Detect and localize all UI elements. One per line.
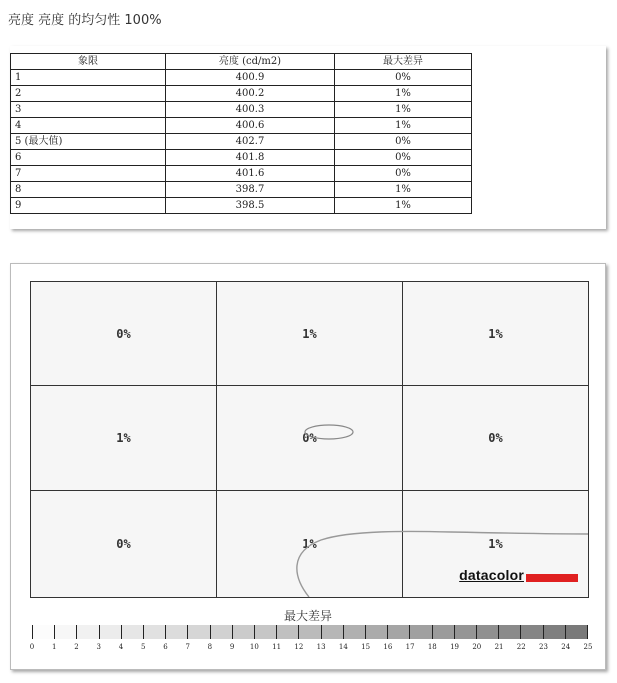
scale-tick-label: 20: [472, 643, 482, 651]
difference-cell: 1%: [335, 86, 472, 102]
grid-cell: 1%: [31, 386, 217, 491]
scale-segment: [321, 625, 343, 639]
uniformity-table-card: [10, 46, 606, 229]
grid-cell: 1%: [217, 491, 403, 597]
difference-cell: 1%: [335, 118, 472, 134]
scale-tick-label: 25: [583, 643, 593, 651]
scale-segment: [54, 625, 76, 639]
scale-segment: [121, 625, 143, 639]
scale-tick-label: 13: [316, 643, 326, 651]
scale-tick-label: 8: [207, 643, 213, 651]
grid-cell: 0%: [31, 282, 217, 386]
grid-cell: 1%: [488, 537, 503, 551]
scale-tick-label: 10: [249, 643, 259, 651]
table-row: [11, 70, 472, 86]
scale-tick-label: 16: [383, 643, 393, 651]
luminance-cell: 401.6: [166, 166, 335, 182]
scale-tick-label: 7: [185, 643, 190, 651]
scale-tick-label: 21: [494, 643, 504, 651]
scale-segment: [232, 625, 254, 639]
scale-tick-label: 0: [29, 643, 35, 651]
scale-tick-label: 5: [140, 643, 146, 651]
scale-segment: [76, 625, 98, 639]
table-row: [11, 118, 472, 134]
scale-tick-label: 22: [516, 643, 526, 651]
luminance-cell: 401.8: [166, 150, 335, 166]
scale-segment: [143, 625, 165, 639]
luminance-cell: 400.2: [166, 86, 335, 102]
scale-tick-label: 4: [118, 643, 124, 651]
quadrant-cell: 5 (最大值): [11, 134, 166, 150]
luminance-cell: 398.5: [166, 198, 335, 214]
scale-tick-label: 12: [294, 643, 304, 651]
grid-cell: 1%: [403, 282, 588, 386]
table-row: [11, 150, 472, 166]
quadrant-cell: 8: [11, 182, 166, 198]
contour-ellipse: [305, 425, 353, 439]
table-row: [11, 182, 472, 198]
scale-tick-label: 2: [74, 643, 79, 651]
scale-tick-label: 3: [96, 643, 101, 651]
header-quadrant: 象限: [11, 54, 166, 70]
scale-tick-labels: [29, 643, 593, 655]
scale-tick-label: 14: [338, 643, 348, 651]
quadrant-cell: 4: [11, 118, 166, 134]
luminance-cell: 402.7: [166, 134, 335, 150]
table-row: [11, 198, 472, 214]
scale-segment: [276, 625, 298, 639]
luminance-cell: 400.6: [166, 118, 335, 134]
scale-segment: [298, 625, 320, 639]
scale-segment: [99, 625, 121, 639]
scale-tick-label: 15: [361, 643, 371, 651]
difference-cell: 1%: [335, 102, 472, 118]
uniformity-grid: [30, 281, 589, 598]
scale-segment: [476, 625, 498, 639]
scale-segment: [498, 625, 520, 639]
scale-segment: [454, 625, 476, 639]
scale-segment: [432, 625, 454, 639]
difference-cell: 1%: [335, 198, 472, 214]
scale-segment: [343, 625, 365, 639]
scale-segment: [543, 625, 565, 639]
uniformity-table: [10, 53, 472, 214]
contour-curve: [297, 531, 588, 597]
table-row: [11, 166, 472, 182]
table-header-row: [11, 54, 472, 70]
grid-cell: 0%: [217, 386, 403, 491]
quadrant-cell: 2: [11, 86, 166, 102]
quadrant-cell: 3: [11, 102, 166, 118]
grid-cell: 0%: [403, 386, 588, 491]
table-row: [11, 86, 472, 102]
scale-tick-label: 17: [405, 643, 415, 651]
scale-segment: [387, 625, 409, 639]
grid-cell: 0%: [31, 491, 217, 597]
quadrant-cell: 6: [11, 150, 166, 166]
scale-segment: [165, 625, 187, 639]
contour-lines: [31, 282, 588, 597]
scale-tick-label: 18: [427, 643, 437, 651]
datacolor-logo: [459, 567, 578, 583]
difference-cell: 0%: [335, 166, 472, 182]
legend-title: 最大差异: [283, 609, 332, 623]
logo-bar: [526, 574, 578, 582]
difference-cell: 0%: [335, 134, 472, 150]
scale-tick-label: 9: [229, 643, 235, 651]
scale-segment: [32, 625, 54, 639]
scale-segment: [409, 625, 431, 639]
difference-cell: 1%: [335, 182, 472, 198]
page-title: 亮度 亮度 的均匀性 100%: [8, 13, 162, 28]
scale-segment: [210, 625, 232, 639]
scale-segment: [520, 625, 542, 639]
scale-tick-label: 24: [561, 643, 571, 651]
scale-tick-label: 11: [272, 643, 282, 651]
header-max-difference: 最大差异: [335, 54, 472, 70]
quadrant-cell: 1: [11, 70, 166, 86]
difference-cell: 0%: [335, 70, 472, 86]
table-row: [11, 102, 472, 118]
scale-tick-label: 19: [450, 643, 460, 651]
quadrant-cell: 7: [11, 166, 166, 182]
difference-cell: 0%: [335, 150, 472, 166]
luminance-cell: 400.9: [166, 70, 335, 86]
quadrant-cell: 9: [11, 198, 166, 214]
scale-tick-label: 1: [52, 643, 57, 651]
scale-tick-label: 23: [539, 643, 548, 651]
header-luminance: 亮度 (cd/m2): [166, 54, 335, 70]
scale-segment: [565, 625, 588, 639]
scale-tick-label: 6: [163, 643, 168, 651]
table-row: [11, 134, 472, 150]
uniformity-map-card: [10, 263, 606, 670]
gradient-scale: [32, 625, 588, 639]
scale-segment: [254, 625, 276, 639]
grid-cell: 1%: [217, 282, 403, 386]
scale-segment: [365, 625, 387, 639]
luminance-cell: 398.7: [166, 182, 335, 198]
scale-segment: [187, 625, 209, 639]
logo-text: datacolor: [459, 567, 524, 583]
luminance-cell: 400.3: [166, 102, 335, 118]
